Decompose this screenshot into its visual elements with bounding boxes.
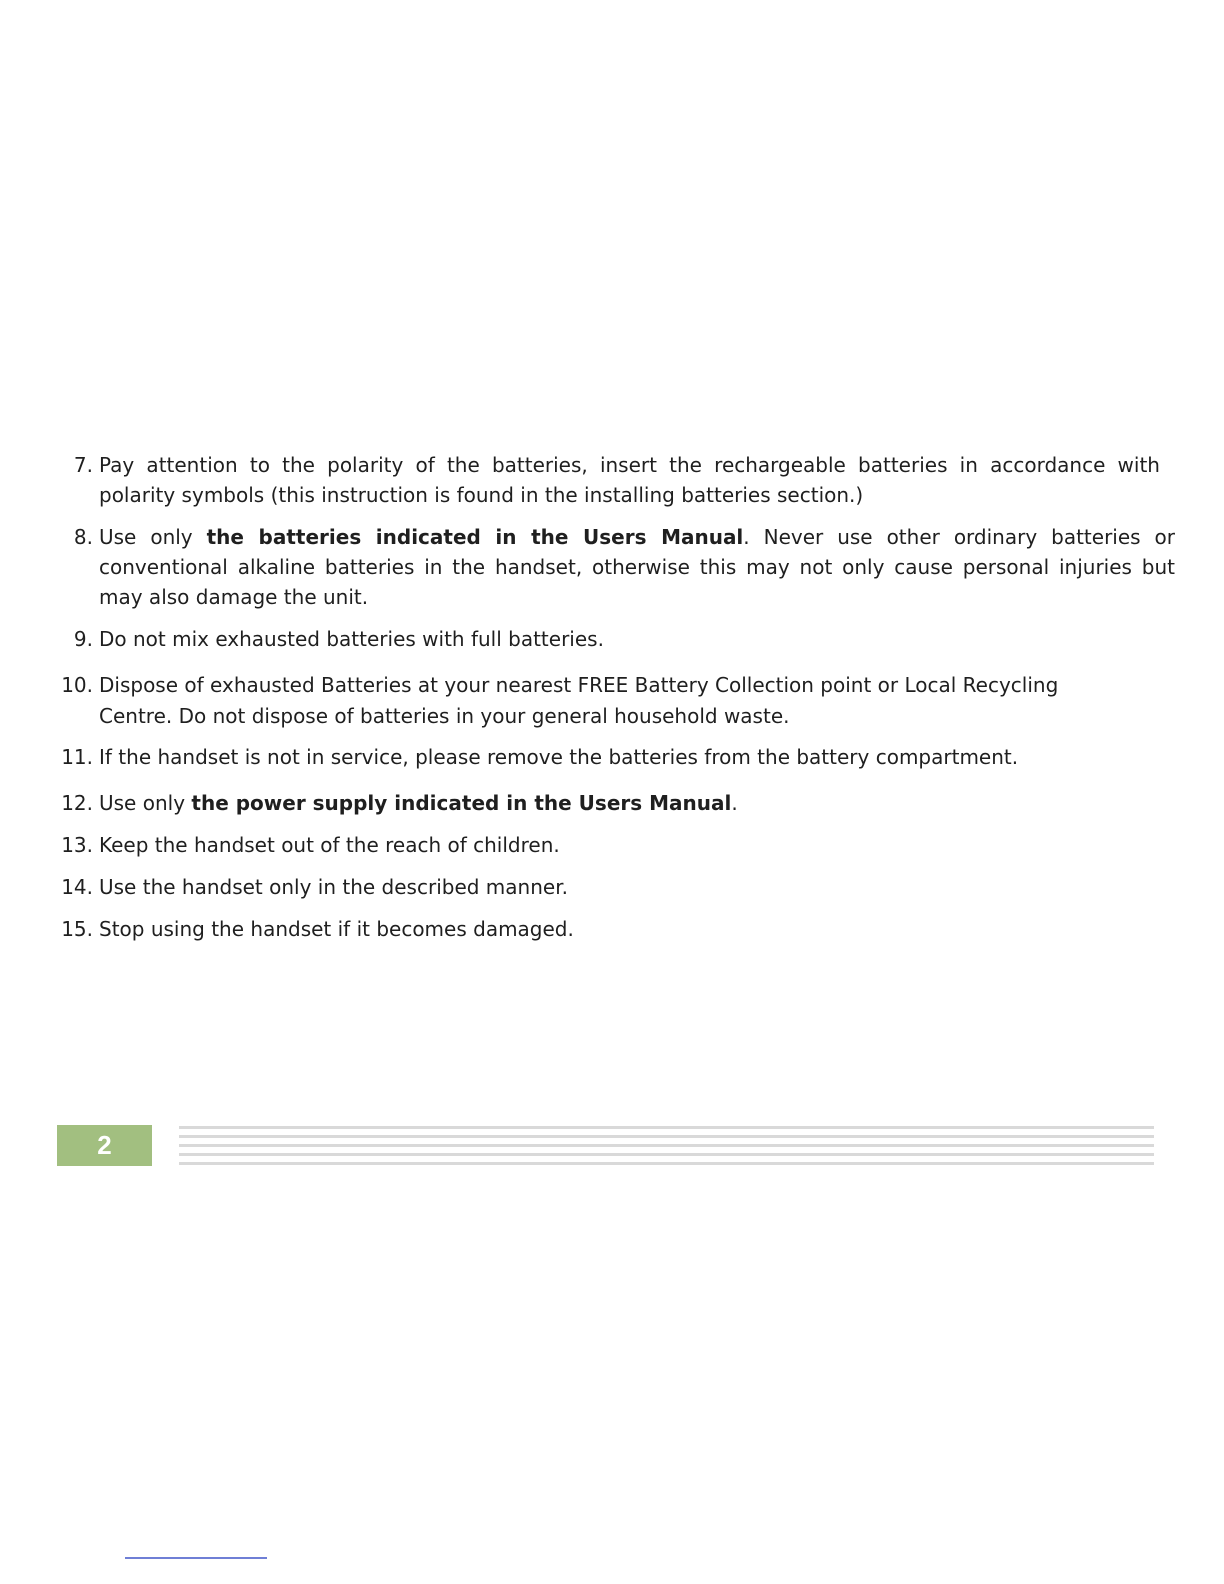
item-text — [99, 522, 1175, 612]
item-text: Do not mix exhausted batteries with full batteries. — [99, 627, 604, 651]
footer-rule — [179, 1144, 1154, 1147]
item-text-after: . Never use other ordinary batteries or conventional alkaline batteries in the handset, otherwise this may not only cause personal injuries but may also damage the unit. — [99, 525, 1175, 609]
footer-rule — [179, 1162, 1154, 1165]
page-number-badge: 2 — [57, 1125, 152, 1166]
item-number: 9. — [73, 627, 93, 651]
item-text: Use the handset only in the described manner. — [99, 875, 568, 899]
page-footer — [57, 1125, 1157, 1167]
footer-rules — [179, 1125, 1154, 1167]
item-text: Dispose of exhausted Batteries at your nearest FREE Battery Collection point or Local Recycling Centre. Do not dispose of batteries in your general household waste. — [99, 673, 1059, 728]
item-number: 15. — [61, 917, 93, 941]
item-text — [99, 788, 1177, 818]
item-number: 7. — [73, 453, 93, 477]
item-text: Stop using the handset if it becomes damaged. — [99, 917, 574, 941]
footer-rule — [179, 1153, 1154, 1156]
item-number: 12. — [61, 791, 93, 815]
item-number: 14. — [61, 875, 93, 899]
item-text: If the handset is not in service, please remove the batteries from the battery compartment. — [99, 745, 1019, 769]
item-text-bold: the batteries indicated in the Users Manual — [206, 525, 744, 549]
item-text: Keep the handset out of the reach of children. — [99, 833, 560, 857]
item-number: 11. — [61, 745, 93, 769]
item-text: Pay attention to the polarity of the batteries, insert the rechargeable batteries in accordance with polarity symbols (this instruction is found in the installing batteries section.) — [99, 453, 1160, 507]
item-text-before: Use only — [99, 525, 207, 549]
item-number: 10. — [61, 673, 93, 697]
link-underline — [125, 1557, 267, 1559]
footer-rule — [179, 1135, 1154, 1138]
item-number: 13. — [61, 833, 93, 857]
footer-rule — [179, 1126, 1154, 1129]
item-number: 8. — [73, 525, 93, 549]
item-text-after: . — [731, 791, 738, 815]
item-text-bold: the power supply indicated in the Users Manual — [191, 791, 732, 815]
item-text-before: Use only — [99, 791, 192, 815]
